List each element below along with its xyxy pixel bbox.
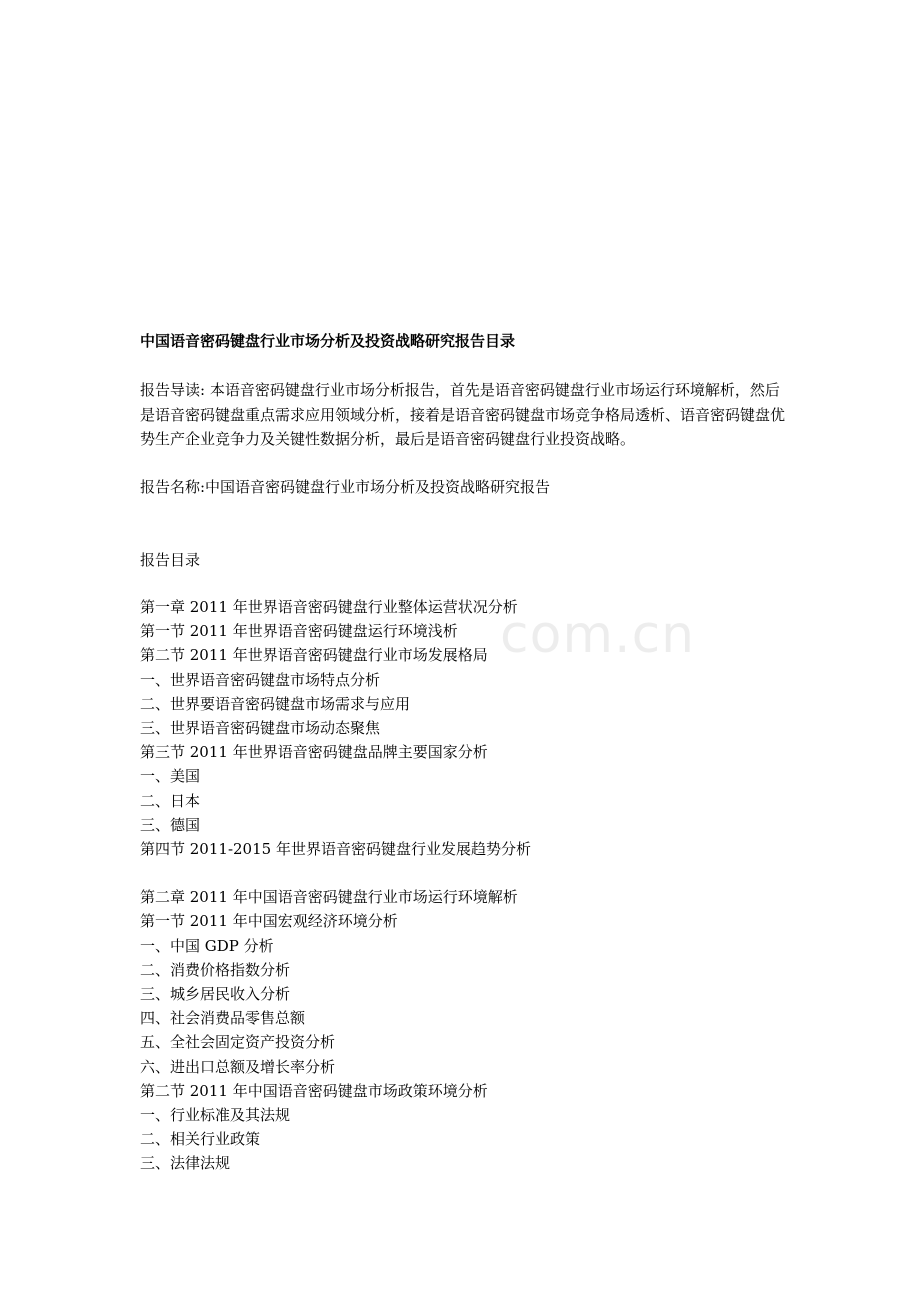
toc-item: 三、世界语音密码键盘市场动态聚焦 [140, 718, 381, 737]
toc-item: 第一节 2011 年中国宏观经济环境分析 [140, 912, 398, 931]
report-name: 报告名称:中国语音密码键盘行业市场分析及投资战略研究报告 [140, 478, 551, 496]
toc-item: 五、全社会固定资产投资分析 [140, 1033, 336, 1052]
table-of-contents [140, 595, 790, 1176]
toc-item: 一、行业标准及其法规 [140, 1105, 291, 1124]
toc-item: 第二章 2011 年中国语音密码键盘行业市场运行环境解析 [140, 888, 518, 907]
toc-group-chapter-2 [140, 885, 790, 1175]
toc-item: 二、消费价格指数分析 [140, 960, 291, 979]
toc-item: 六、进出口总额及增长率分析 [140, 1057, 336, 1076]
toc-item: 二、日本 [140, 791, 201, 810]
toc-item: 四、社会消费品零售总额 [140, 1009, 306, 1028]
toc-item: 三、城乡居民收入分析 [140, 985, 291, 1003]
watermark: com.cn [500, 605, 696, 665]
toc-item: 一、世界语音密码键盘市场特点分析 [140, 670, 381, 689]
toc-item: 三、法律法规 [140, 1154, 231, 1173]
toc-item: 第三节 2011 年世界语音密码键盘品牌主要国家分析 [140, 743, 488, 762]
toc-item: 第一节 2011 年世界语音密码键盘运行环境浅析 [140, 622, 458, 641]
toc-item: 一、美国 [140, 767, 201, 786]
report-intro: 报告导读: 本语音密码键盘行业市场分析报告，首先是语音密码键盘行业市场运行环境解析，然后是语音密码键盘重点需求应用领域分析，接着是语音密码键盘市场竞争格局透析、语音密码键盘优势生产企业竞争力及关键性数据分析，最后是语音密码键盘行业投资战略。 [140, 381, 786, 448]
toc-item: 二、世界要语音密码键盘市场需求与应用 [140, 694, 411, 713]
toc-group-chapter-1 [140, 595, 790, 861]
toc-item: 第二节 2011 年中国语音密码键盘市场政策环境分析 [140, 1081, 488, 1100]
toc-heading: 报告目录 [140, 551, 201, 569]
toc-item: 一、中国 GDP 分析 [140, 936, 274, 955]
toc-item: 第二节 2011 年世界语音密码键盘行业市场发展格局 [140, 646, 488, 665]
toc-item: 二、相关行业政策 [140, 1130, 261, 1149]
toc-item: 第一章 2011 年世界语音密码键盘行业整体运营状况分析 [140, 598, 518, 616]
document-title: 中国语音密码键盘行业市场分析及投资战略研究报告目录 [140, 332, 516, 350]
toc-spacer [140, 861, 790, 885]
toc-item: 三、德国 [140, 815, 201, 834]
toc-item: 第四节 2011-2015 年世界语音密码键盘行业发展趋势分析 [140, 839, 531, 858]
